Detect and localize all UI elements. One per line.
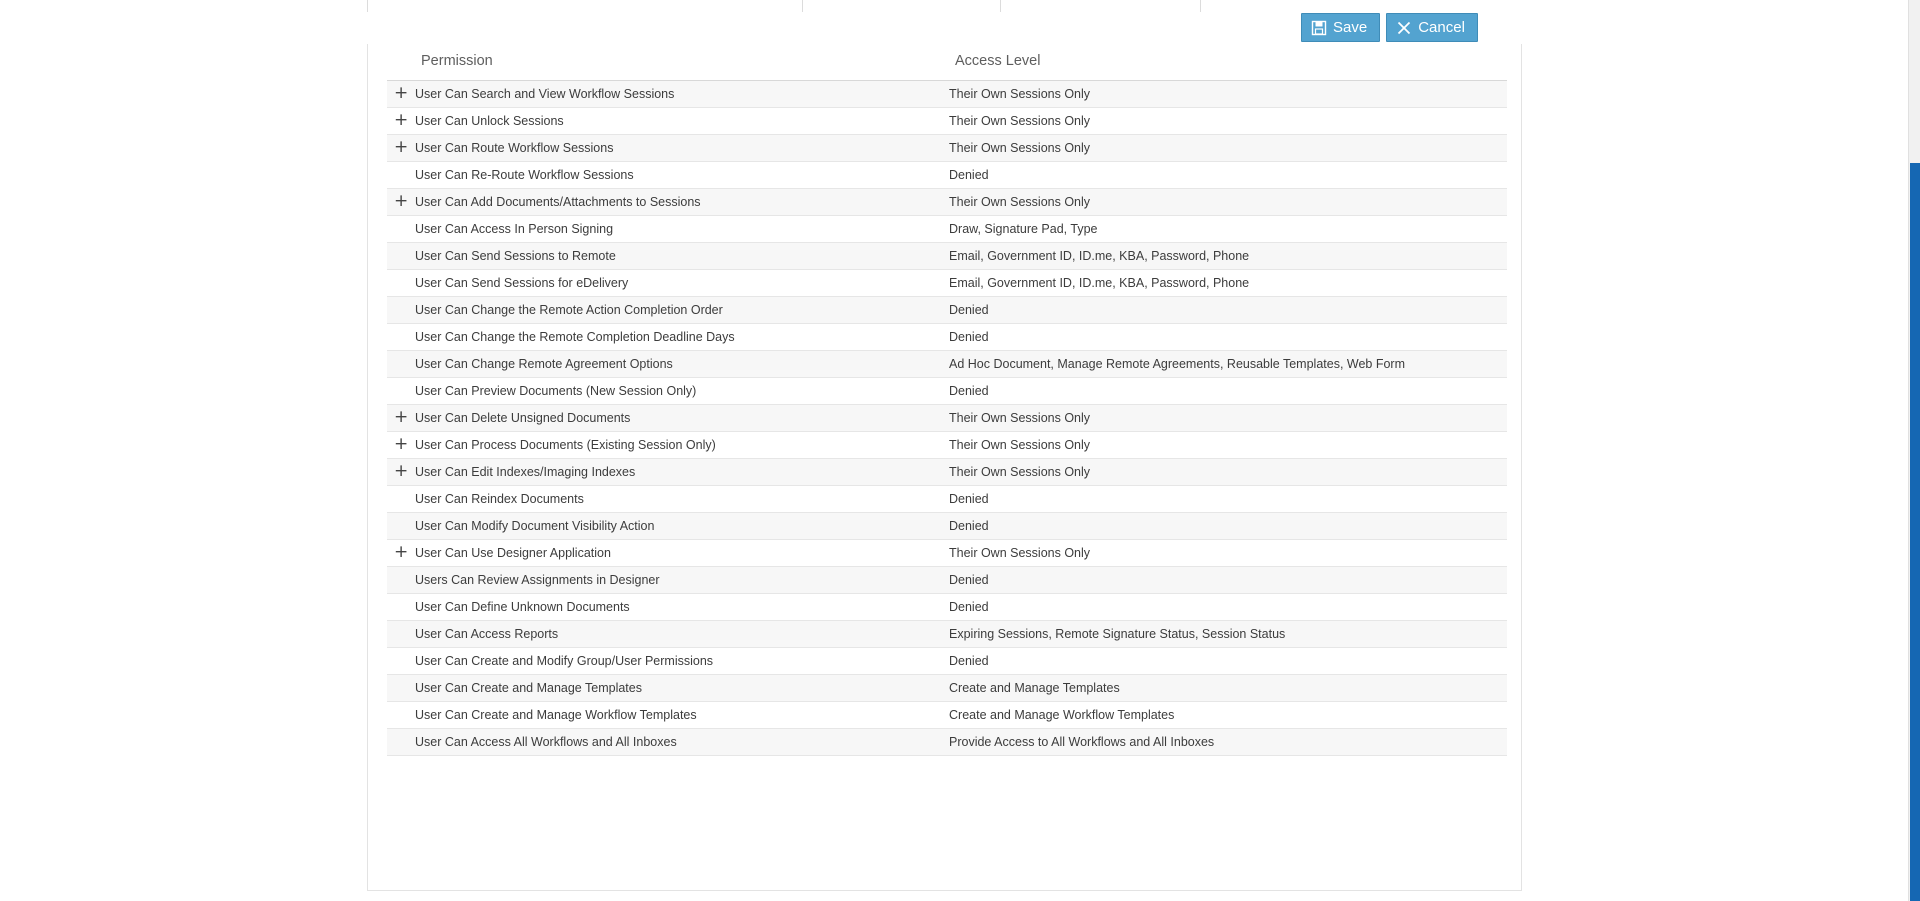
table-row[interactable]: [387, 459, 1507, 486]
row-expander-cell: [387, 486, 415, 513]
plus-icon[interactable]: +: [394, 110, 409, 130]
row-expander-cell: [387, 351, 415, 378]
table-row[interactable]: [387, 729, 1507, 756]
expander-placeholder: [394, 518, 408, 532]
row-expander-cell[interactable]: [387, 81, 415, 108]
row-expander-cell[interactable]: [387, 135, 415, 162]
row-expander-cell: [387, 621, 415, 648]
table-row[interactable]: [387, 648, 1507, 675]
access-level-value[interactable]: Their Own Sessions Only: [949, 108, 1507, 135]
expander-placeholder: [394, 680, 408, 694]
cancel-button[interactable]: [1386, 13, 1478, 42]
column-header-access-level[interactable]: Access Level: [949, 44, 1507, 81]
plus-icon[interactable]: +: [394, 191, 409, 211]
expander-placeholder: [394, 599, 408, 613]
row-expander-cell: [387, 216, 415, 243]
save-disk-icon: [1310, 19, 1328, 37]
permission-name: User Can Access All Workflows and All Inboxes: [415, 729, 949, 756]
toolbar-remnant: [367, 0, 1494, 12]
permission-name: User Can Change Remote Agreement Options: [415, 351, 949, 378]
access-level-value[interactable]: Their Own Sessions Only: [949, 189, 1507, 216]
access-level-value[interactable]: Provide Access to All Workflows and All Inboxes: [949, 729, 1507, 756]
access-level-value[interactable]: Expiring Sessions, Remote Signature Status, Session Status: [949, 621, 1507, 648]
permissions-table-body: [387, 81, 1507, 756]
expander-placeholder: [394, 653, 408, 667]
permission-name: User Can Search and View Workflow Sessions: [415, 81, 949, 108]
row-expander-cell: [387, 648, 415, 675]
access-level-value[interactable]: Denied: [949, 324, 1507, 351]
permission-name: User Can Use Designer Application: [415, 540, 949, 567]
save-button-label: Save: [1333, 19, 1368, 36]
access-level-value[interactable]: Their Own Sessions Only: [949, 405, 1507, 432]
permission-name: User Can Process Documents (Existing Session Only): [415, 432, 949, 459]
access-level-value[interactable]: Their Own Sessions Only: [949, 459, 1507, 486]
access-level-value[interactable]: Denied: [949, 513, 1507, 540]
access-level-value[interactable]: Draw, Signature Pad, Type: [949, 216, 1507, 243]
table-row[interactable]: [387, 675, 1507, 702]
table-row[interactable]: [387, 243, 1507, 270]
plus-icon[interactable]: +: [394, 407, 409, 427]
permission-name: User Can Route Workflow Sessions: [415, 135, 949, 162]
row-expander-cell[interactable]: [387, 540, 415, 567]
plus-icon[interactable]: +: [394, 83, 409, 103]
vertical-scrollbar-thumb[interactable]: [1910, 163, 1920, 901]
row-expander-cell: [387, 675, 415, 702]
row-expander-cell: [387, 243, 415, 270]
access-level-value[interactable]: Their Own Sessions Only: [949, 432, 1507, 459]
row-expander-cell: [387, 513, 415, 540]
table-row[interactable]: [387, 540, 1507, 567]
access-level-value[interactable]: Ad Hoc Document, Manage Remote Agreements, Reusable Templates, Web Form: [949, 351, 1507, 378]
toolbar-divider-1: [802, 0, 803, 12]
permission-name: User Can Send Sessions to Remote: [415, 243, 949, 270]
card-bottom-divider: [367, 890, 1522, 891]
form-actions: [1301, 13, 1478, 42]
toolbar-divider-2: [1000, 0, 1001, 12]
access-level-value[interactable]: Denied: [949, 648, 1507, 675]
permission-name: User Can Edit Indexes/Imaging Indexes: [415, 459, 949, 486]
row-expander-cell[interactable]: [387, 432, 415, 459]
permissions-table: [387, 44, 1507, 756]
permission-name: User Can Re-Route Workflow Sessions: [415, 162, 949, 189]
expander-placeholder: [394, 491, 408, 505]
table-row[interactable]: [387, 351, 1507, 378]
permission-name: User Can Access Reports: [415, 621, 949, 648]
permission-name: User Can Preview Documents (New Session Only): [415, 378, 949, 405]
expander-placeholder: [394, 734, 408, 748]
expander-placeholder: [394, 707, 408, 721]
save-button[interactable]: [1301, 13, 1380, 42]
row-expander-cell[interactable]: [387, 189, 415, 216]
row-expander-cell[interactable]: [387, 405, 415, 432]
permission-name: User Can Unlock Sessions: [415, 108, 949, 135]
permission-name: User Can Add Documents/Attachments to Sessions: [415, 189, 949, 216]
permission-name: User Can Delete Unsigned Documents: [415, 405, 949, 432]
permission-name: User Can Change the Remote Action Completion Order: [415, 297, 949, 324]
table-row[interactable]: [387, 432, 1507, 459]
row-expander-cell: [387, 378, 415, 405]
access-level-value[interactable]: Denied: [949, 594, 1507, 621]
expander-placeholder: [394, 221, 408, 235]
access-level-value[interactable]: Create and Manage Workflow Templates: [949, 702, 1507, 729]
permissions-table-head: [387, 44, 1507, 81]
table-header-row: [387, 44, 1507, 81]
close-x-icon: [1395, 19, 1413, 37]
permission-name: User Can Create and Manage Workflow Templates: [415, 702, 949, 729]
expander-placeholder: [394, 167, 408, 181]
cancel-button-label: Cancel: [1418, 19, 1465, 36]
table-row[interactable]: [387, 378, 1507, 405]
row-expander-cell: [387, 567, 415, 594]
table-row[interactable]: [387, 594, 1507, 621]
access-level-value[interactable]: Denied: [949, 378, 1507, 405]
permissions-table-wrap: [387, 44, 1507, 756]
permission-name: User Can Create and Manage Templates: [415, 675, 949, 702]
row-expander-cell[interactable]: [387, 459, 415, 486]
table-row[interactable]: [387, 162, 1507, 189]
table-row[interactable]: [387, 702, 1507, 729]
plus-icon[interactable]: +: [394, 542, 409, 562]
expander-placeholder: [394, 626, 408, 640]
expander-placeholder: [394, 275, 408, 289]
permissions-card: [367, 44, 1522, 891]
table-row[interactable]: [387, 135, 1507, 162]
access-level-value[interactable]: Email, Government ID, ID.me, KBA, Password, Phone: [949, 243, 1507, 270]
permission-name: User Can Change the Remote Completion Deadline Days: [415, 324, 949, 351]
table-row[interactable]: [387, 81, 1507, 108]
access-level-value[interactable]: Denied: [949, 297, 1507, 324]
expander-placeholder: [394, 329, 408, 343]
expander-placeholder: [394, 248, 408, 262]
access-level-value[interactable]: Denied: [949, 567, 1507, 594]
row-expander-cell: [387, 162, 415, 189]
plus-icon[interactable]: +: [394, 434, 409, 454]
table-row[interactable]: [387, 486, 1507, 513]
row-expander-cell: [387, 702, 415, 729]
row-expander-cell: [387, 594, 415, 621]
table-row[interactable]: [387, 108, 1507, 135]
expander-placeholder: [394, 302, 408, 316]
row-expander-cell: [387, 729, 415, 756]
permission-name: User Can Send Sessions for eDelivery: [415, 270, 949, 297]
expander-placeholder: [394, 356, 408, 370]
access-level-value[interactable]: Their Own Sessions Only: [949, 540, 1507, 567]
row-expander-cell: [387, 324, 415, 351]
access-level-value[interactable]: Email, Government ID, ID.me, KBA, Password, Phone: [949, 270, 1507, 297]
row-expander-cell[interactable]: [387, 108, 415, 135]
table-row[interactable]: [387, 297, 1507, 324]
permission-name: User Can Define Unknown Documents: [415, 594, 949, 621]
table-row[interactable]: [387, 189, 1507, 216]
access-level-value[interactable]: Create and Manage Templates: [949, 675, 1507, 702]
table-row[interactable]: [387, 216, 1507, 243]
access-level-value[interactable]: Their Own Sessions Only: [949, 135, 1507, 162]
access-level-value[interactable]: Their Own Sessions Only: [949, 81, 1507, 108]
permission-name: User Can Access In Person Signing: [415, 216, 949, 243]
row-expander-cell: [387, 297, 415, 324]
plus-icon[interactable]: +: [394, 137, 409, 157]
row-expander-cell: [387, 270, 415, 297]
expander-placeholder: [394, 383, 408, 397]
permission-name: User Can Create and Modify Group/User Permissions: [415, 648, 949, 675]
access-level-value[interactable]: Denied: [949, 486, 1507, 513]
permission-name: User Can Reindex Documents: [415, 486, 949, 513]
vertical-scrollbar[interactable]: [1908, 0, 1920, 901]
plus-icon[interactable]: +: [394, 461, 409, 481]
column-header-permission[interactable]: Permission: [415, 44, 949, 81]
table-row[interactable]: [387, 405, 1507, 432]
table-row[interactable]: [387, 567, 1507, 594]
table-row[interactable]: [387, 324, 1507, 351]
access-level-value[interactable]: Denied: [949, 162, 1507, 189]
table-row[interactable]: [387, 270, 1507, 297]
permission-name: Users Can Review Assignments in Designer: [415, 567, 949, 594]
table-row[interactable]: [387, 621, 1507, 648]
expander-column-header: [387, 44, 415, 81]
permission-name: User Can Modify Document Visibility Action: [415, 513, 949, 540]
table-row[interactable]: [387, 513, 1507, 540]
expander-placeholder: [394, 572, 408, 586]
toolbar-divider-3: [1200, 0, 1201, 12]
